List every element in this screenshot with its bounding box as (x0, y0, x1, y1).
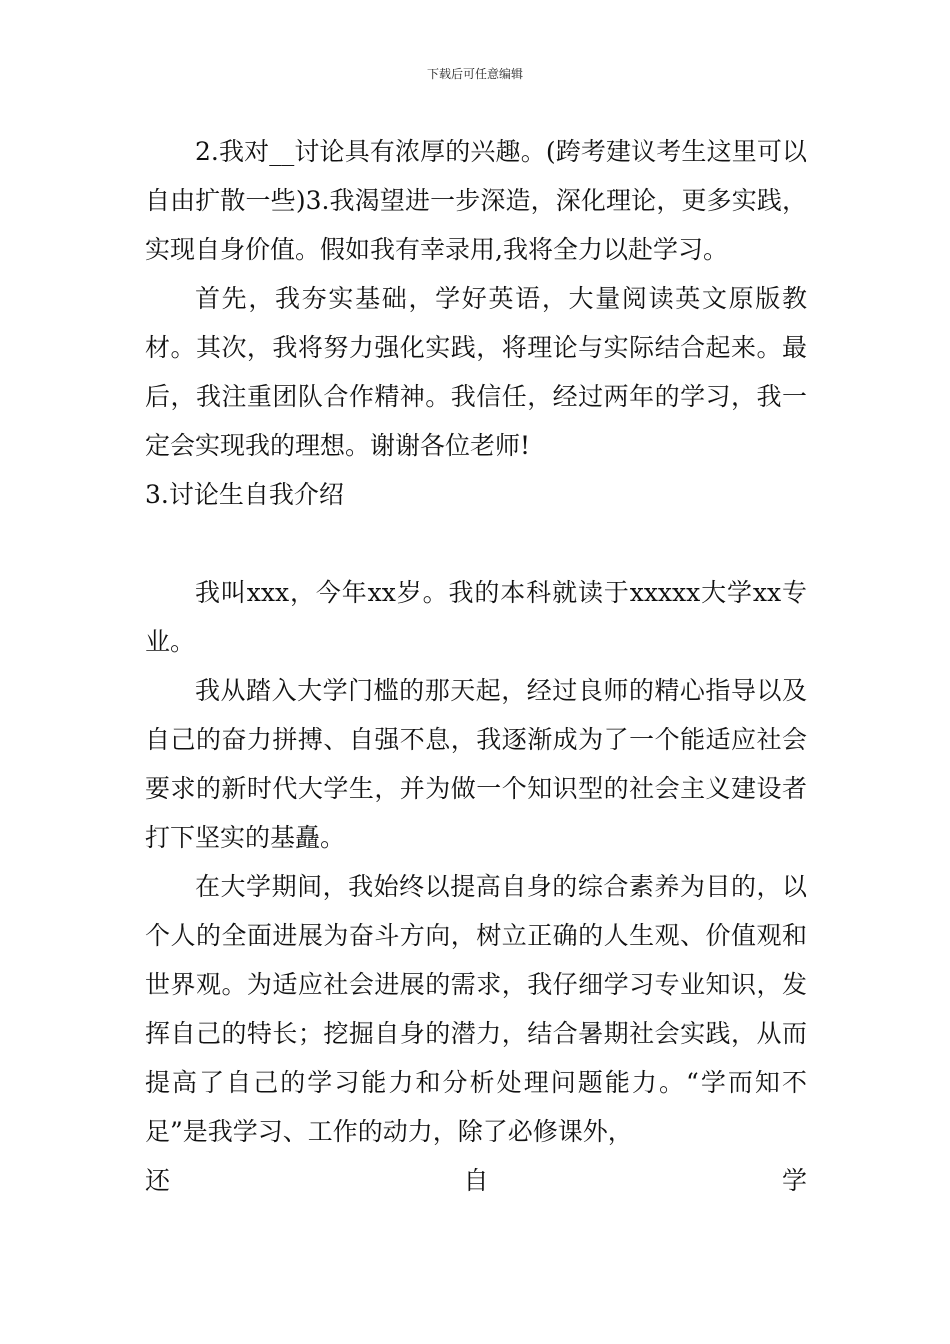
paragraph-university: 在大学期间，我始终以提高自身的综合素养为目的，以个人的全面进展为奋斗方向，树立正确的人生观、价值观和世界观。为适应社会进展的需求，我仔细学习专业知识，发挥自己的特长；挖掘自身的潜力，结合暑期社会实践，从而提高了自己的学习能力和分析处理问题能力。“学而知不足”是我学习、工作的动力，除了必修课外， (145, 872, 807, 1146)
paragraph-interest: 2.我对__讨论具有浓厚的兴趣。(跨考建议考生这里可以自由扩散一些)3.我渴望进一步深造，深化理论，更多实践，实现自身价值。假如我有幸录用,我将全力以赴学习。 (145, 137, 807, 264)
paragraph-growth: 我从踏入大学门槛的那天起，经过良师的精心指导以及自己的奋力拼搏、自强不息，我逐渐成为了一个能适应社会要求的新时代大学生，并为做一个知识型的社会主义建设者打下坚实的基矗。 (145, 676, 807, 852)
last-line-word: 学 (781, 1166, 807, 1195)
last-line (145, 1156, 807, 1205)
document-body (145, 127, 807, 1205)
last-line-word: 还 (145, 1166, 171, 1195)
page-header: 下载后可任意编辑 (426, 67, 523, 81)
last-line-word: 自 (463, 1166, 489, 1195)
paragraph-intro: 我叫xxx，今年xx岁。我的本科就读于xxxxx大学xx专业。 (145, 578, 807, 656)
blank-line (145, 519, 807, 568)
section-heading: 3.讨论生自我介绍 (145, 480, 344, 509)
paragraph-plan: 首先，我夯实基础，学好英语，大量阅读英文原版教材。其次，我将努力强化实践，将理论与实际结合起来。最后，我注重团队合作精神。我信任，经过两年的学习，我一定会实现我的理想。谢谢各位老师! (145, 284, 807, 460)
